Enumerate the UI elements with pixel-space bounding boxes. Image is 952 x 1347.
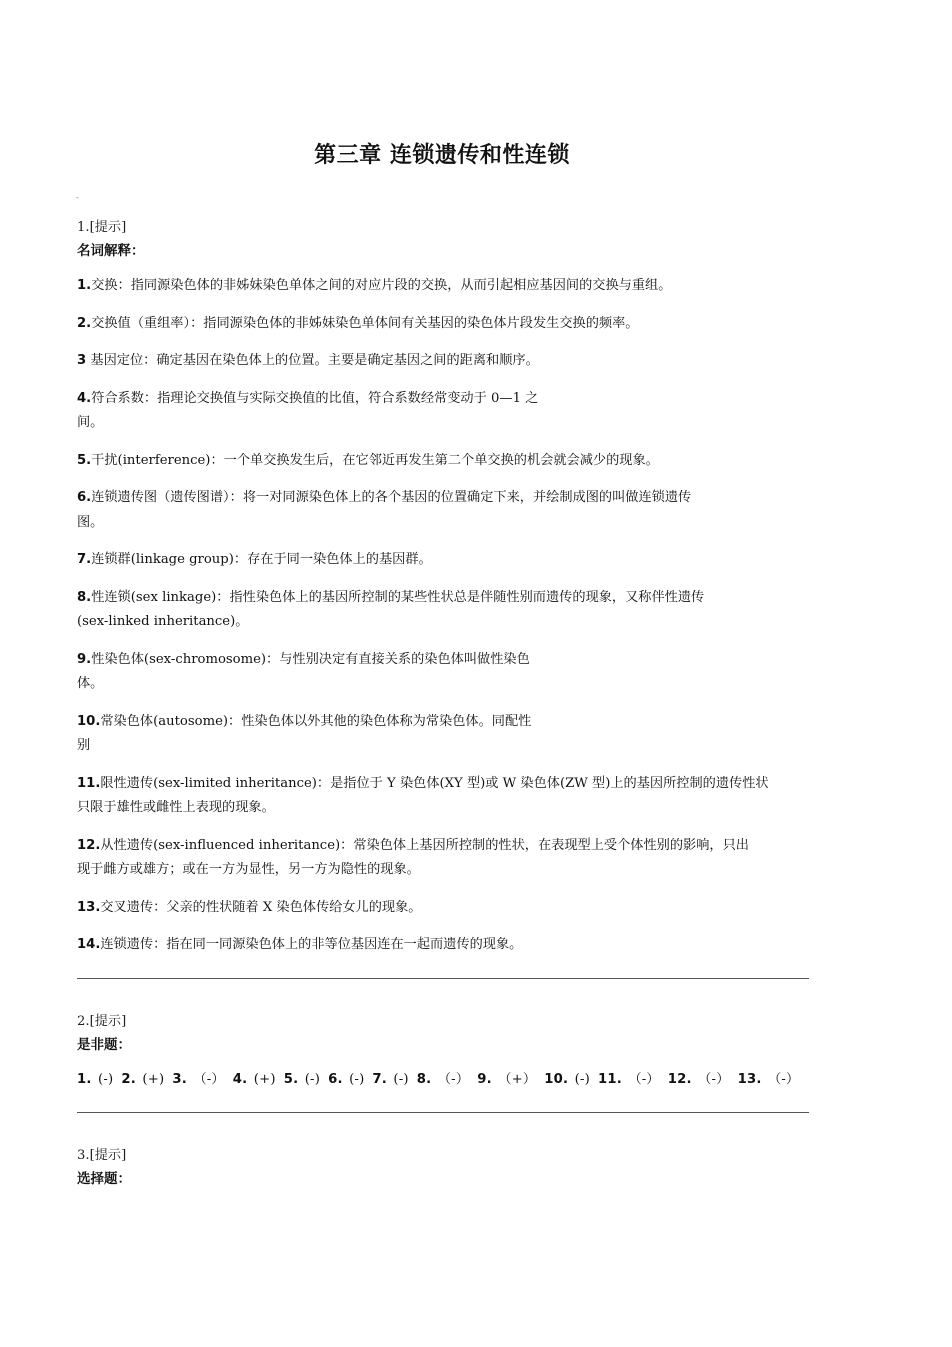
answer-value: (+) xyxy=(142,1071,165,1087)
item-number: 3 xyxy=(77,353,87,368)
answer-number: 4. xyxy=(232,1071,248,1087)
item-number: 4. xyxy=(77,390,92,406)
item-text-continued: 别 xyxy=(77,738,91,753)
answer-number: 1. xyxy=(77,1071,92,1087)
answer-number: 6. xyxy=(328,1071,343,1087)
definition-item xyxy=(77,486,812,535)
item-number: 12. xyxy=(77,837,101,853)
definition-list xyxy=(77,274,812,958)
answer-value: (-) xyxy=(574,1071,590,1087)
definition-item xyxy=(77,648,812,697)
answer-number: 12. xyxy=(667,1071,692,1087)
item-text-continued: 体。 xyxy=(77,676,104,691)
answer-number: 8. xyxy=(416,1071,432,1087)
item-number: 2. xyxy=(77,315,92,331)
item-text: 连锁群(linkage group)：存在于同一染色体上的基因群。 xyxy=(91,552,432,567)
item-text-continued: 图。 xyxy=(77,514,104,530)
answer-value: (-) xyxy=(304,1071,321,1087)
answer-number: 2. xyxy=(121,1071,136,1087)
answer-value: (-) xyxy=(393,1071,409,1087)
section-heading: 选择题： xyxy=(77,1170,131,1187)
section-definitions xyxy=(77,216,812,958)
definition-item xyxy=(77,548,812,573)
item-number: 6. xyxy=(77,490,92,505)
section-true-false xyxy=(77,1010,812,1092)
section-hint: 3.[提示] xyxy=(77,1147,127,1163)
item-text: 交换值（重组率）：指同源染色体的非姊妹染色单体间有关基因的染色体片段发生交换的频率。 xyxy=(91,315,639,331)
definition-item xyxy=(77,710,812,759)
definition-item xyxy=(77,274,812,299)
item-text-continued: 现于雌方或雄方；或在一方为显性，另一方为隐性的现象。 xyxy=(77,862,420,877)
stray-mark: - xyxy=(76,193,79,202)
definition-item xyxy=(77,933,812,958)
answer-value: （-） xyxy=(698,1071,730,1087)
answer-value: （-） xyxy=(437,1071,470,1087)
item-text: 交叉遗传：父亲的性状随着 X 染色体传给女儿的现象。 xyxy=(100,899,422,915)
item-text: 基因定位：确定基因在染色体上的位置。主要是确定基因之间的距离和顺序。 xyxy=(86,353,539,368)
answer-number: 7. xyxy=(372,1071,388,1087)
item-number: 14. xyxy=(77,937,101,952)
section-hint: 2.[提示] xyxy=(77,1013,127,1029)
item-text-continued: 只限于雄性或雌性上表现的现象。 xyxy=(77,800,275,815)
item-text: 干扰(interference)：一个单交换发生后，在它邻近再发生第二个单交换的机会就会减少的现象。 xyxy=(91,452,659,468)
item-text-continued: 间。 xyxy=(77,415,104,430)
answer-value: （+） xyxy=(498,1071,537,1087)
definition-item xyxy=(77,387,812,436)
answer-number: 10. xyxy=(544,1071,569,1087)
item-number: 13. xyxy=(77,899,101,915)
definition-item xyxy=(77,586,812,635)
item-text: 从性遗传(sex-influenced inheritance)：常染色体上基因所控制的性状，在表现型上受个体性别的影响，只出 xyxy=(100,837,749,853)
item-number: 11. xyxy=(77,775,101,791)
answer-value: （-） xyxy=(767,1071,800,1087)
definition-item xyxy=(77,896,812,921)
answer-value: （-） xyxy=(628,1071,660,1087)
item-text: 符合系数：指理论交换值与实际交换值的比值，符合系数经常变动于 0—1 之 xyxy=(91,390,539,406)
answer-value: (-) xyxy=(349,1071,365,1087)
item-text: 性连锁(sex linkage)：指性染色体上的基因所控制的某些性状总是伴随性别而遗传的现象，又称伴性遗传 xyxy=(91,589,705,605)
answer-number: 9. xyxy=(477,1071,492,1087)
definition-item xyxy=(77,834,812,883)
item-text: 连锁遗传：指在同一同源染色体上的非等位基因连在一起而遗传的现象。 xyxy=(100,937,523,952)
item-number: 10. xyxy=(77,713,101,729)
item-text: 常染色体(autosome)：性染色体以外其他的染色体称为常染色体。同配性 xyxy=(100,713,532,729)
section-divider xyxy=(77,1112,809,1113)
answer-value: (+) xyxy=(253,1071,276,1087)
answer-line xyxy=(77,1068,812,1092)
chapter-title: 第三章 连锁遗传和性连锁 xyxy=(314,143,570,168)
definition-item xyxy=(77,772,812,821)
answer-number: 13. xyxy=(737,1071,762,1087)
section-heading: 是非题： xyxy=(77,1036,131,1053)
document-body xyxy=(77,216,812,1190)
item-text: 交换：指同源染色体的非姊妹染色单体之间的对应片段的交换，从而引起相应基因间的交换与重组。 xyxy=(91,278,672,293)
answer-number: 3. xyxy=(172,1071,187,1087)
answer-number: 5. xyxy=(283,1071,299,1087)
item-text: 限性遗传(sex-limited inheritance)：是指位于 Y 染色体(XY 型)或 W 染色体(ZW 型)上的基因所控制的遗传性状 xyxy=(100,775,769,791)
answer-value: （-） xyxy=(193,1071,225,1087)
item-text: 连锁遗传图（遗传图谱）：将一对同源染色体上的各个基因的位置确定下来，并绘制成图的叫做连锁遗传 xyxy=(91,490,692,505)
item-number: 5. xyxy=(77,452,92,468)
section-divider xyxy=(77,978,809,979)
item-number: 1. xyxy=(77,278,92,293)
definition-item xyxy=(77,349,812,374)
section-multiple-choice xyxy=(77,1144,812,1190)
definition-item xyxy=(77,312,812,337)
definition-item xyxy=(77,449,812,474)
item-number: 8. xyxy=(77,589,92,605)
item-text: 性染色体(sex-chromosome)：与性别决定有直接关系的染色体叫做性染色 xyxy=(91,651,530,667)
section-heading: 名词解释： xyxy=(77,243,145,259)
answer-value: (-) xyxy=(98,1071,114,1087)
item-text-continued: (sex-linked inheritance)。 xyxy=(77,614,249,629)
answer-number: 11. xyxy=(597,1071,622,1087)
item-number: 9. xyxy=(77,651,92,667)
item-number: 7. xyxy=(77,552,92,567)
section-hint: 1.[提示] xyxy=(77,220,127,235)
